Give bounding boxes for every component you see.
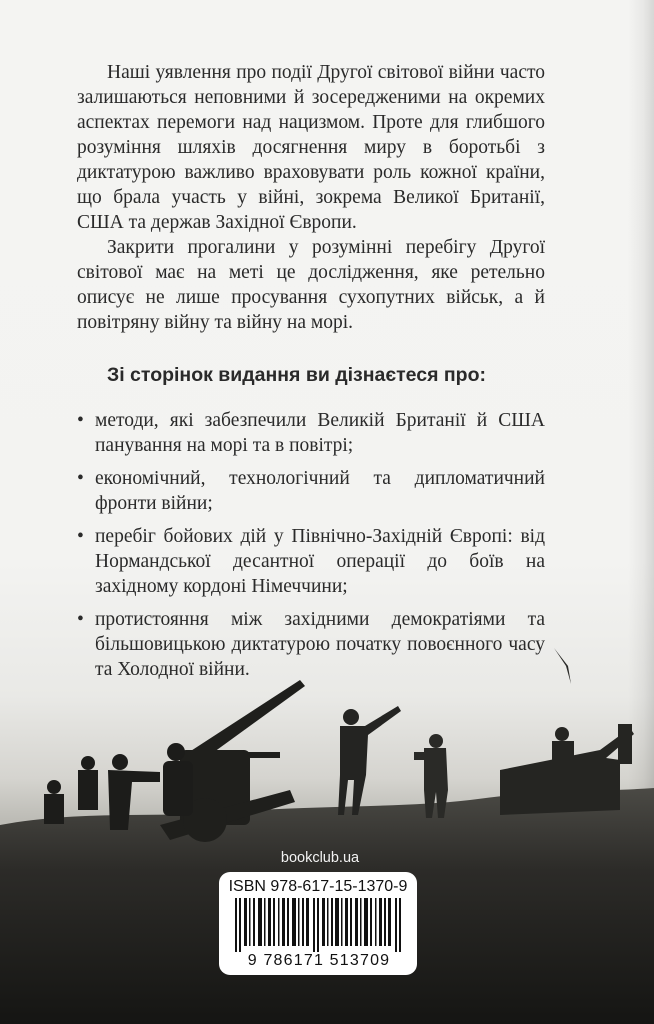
bullet-marker: • <box>77 609 84 630</box>
blurb-paragraph-2: Закрити прогалини у розумінні перебігу Другої світової має на меті це дослідження, яке ретельно описує не лише просування сухопутних військ, а й повітряну війну та війну на морі. <box>77 237 545 333</box>
list-item-text: методи, які забезпечили Великій Британії й США панування на морі та в повітрі; <box>95 410 545 456</box>
bullet-marker: • <box>77 468 84 489</box>
barcode-bars <box>235 898 401 952</box>
blurb-paragraph-1: Наші уявлення про події Другої світової війни часто залишаються неповними й зосередженими на окремих аспектах перемоги над нацизмом. Проте для глибшого розуміння шляхів досягнення миру в боротьбі з диктатурою важливо враховувати роль кожної країни, що брала участь у війні, зокрема Великої Британії, США та держав Західної Європи. <box>77 62 545 233</box>
list-item-text: перебіг бойових дій у Північно-Західній Європі: від Нормандської десантної операції до боїв на західному кордоні Німеччини; <box>95 526 545 597</box>
publisher-website: bookclub.ua <box>280 850 360 866</box>
list-item <box>77 466 545 516</box>
isbn-barcode <box>219 872 417 975</box>
list-item-text: протистояння між західними демократіями та більшовицькою диктатурою початку повоєнного часу та Холодної війни. <box>95 609 545 680</box>
list-item <box>77 408 545 458</box>
bullet-marker: • <box>77 526 84 547</box>
barcode-digits: 9 786171 513709 <box>247 952 391 969</box>
bullet-marker: • <box>77 410 84 431</box>
bullet-intro-heading: Зі сторінок видання ви дізнаєтеся про: <box>107 364 486 386</box>
blurb-text <box>77 60 545 690</box>
list-item-text: економічний, технологічний та дипломатичний фронти війни; <box>95 468 545 514</box>
list-item <box>77 524 545 599</box>
isbn-label: ISBN 978-617-15-1370-9 <box>228 878 408 895</box>
